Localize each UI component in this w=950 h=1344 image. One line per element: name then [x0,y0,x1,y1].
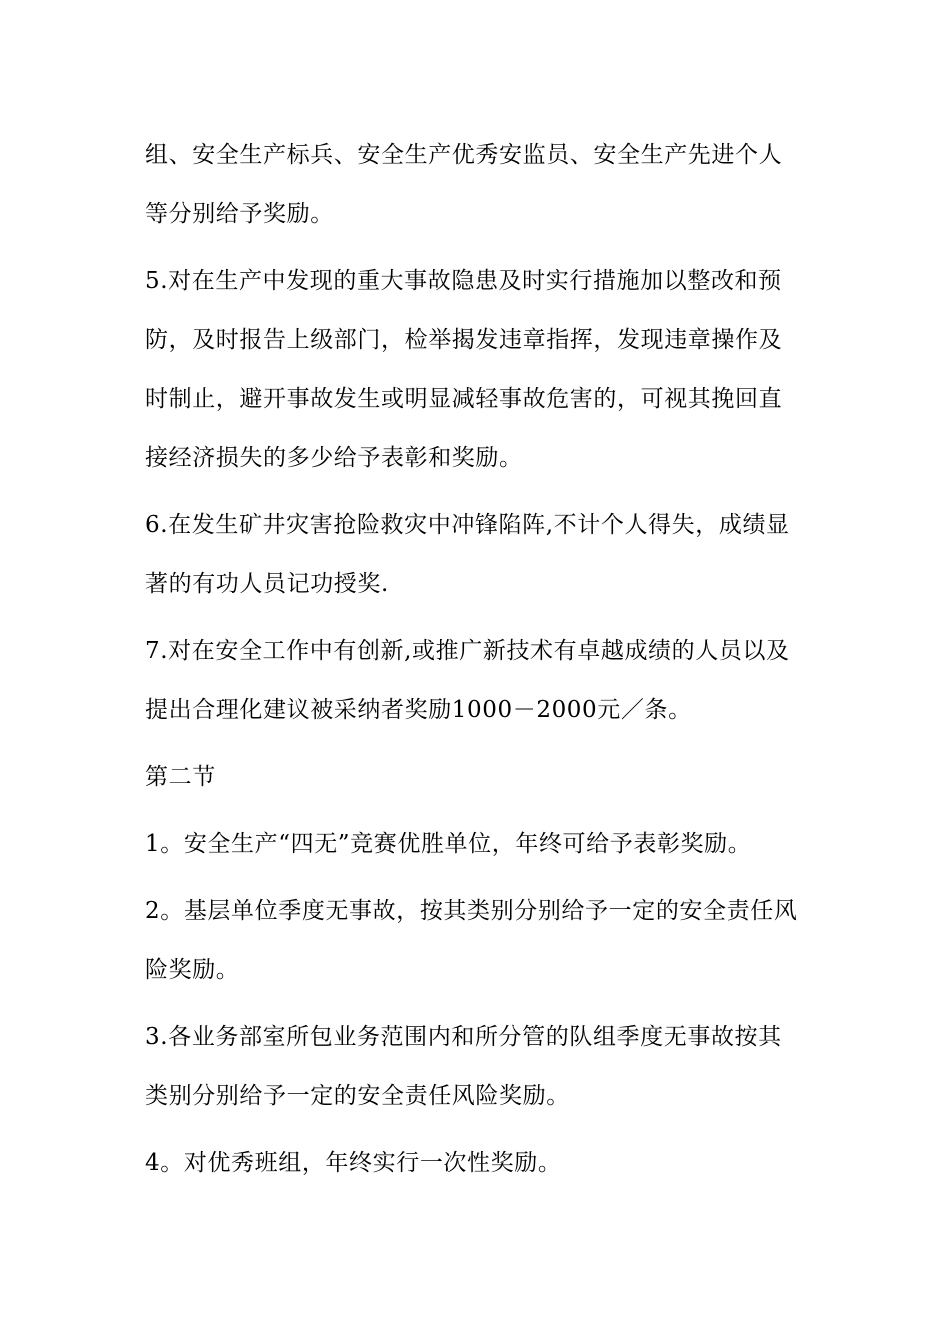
paragraph-award-list-continued [145,126,810,244]
text-line: 1。安全生产“四无”竞赛优胜单位，年终可给予表彰奖励。 [145,831,752,857]
text-line: 著的有功人员记功授奖. [145,571,389,597]
text-line: 5.对在生产中发现的重大事故隐患及时实行措施加以整改和预 [145,268,782,294]
text-line: 提出合理化建议被采纳者奖励1000－2000元／条。 [145,697,692,723]
text-line: 3.各业务部室所包业务范围内和所分管的队组季度无事故按其 [145,1024,782,1050]
text-line: 2。基层单位季度无事故，按其类别分别给予一定的安全责任风 [145,898,798,924]
text-line: 4。对优秀班组，年终实行一次性奖励。 [145,1150,562,1176]
text-line: 时制止，避开事故发生或明显减轻事故危害的，可视其挽回直 [145,386,783,412]
text-line: 7.对在安全工作中有创新,或推广新技术有卓越成绩的人员以及 [145,638,790,664]
paragraph-section2-item-3 [145,1008,810,1126]
section-heading [145,748,810,807]
text-line: 防，及时报告上级部门，检举揭发违章指挥，发现违章操作及 [145,327,783,353]
text-line: 6.在发生矿井灾害抢险救灾中冲锋陷阵,不计个人得失，成绩显 [145,512,790,538]
paragraph-item-6 [145,496,810,614]
paragraph-section2-item-2 [145,882,810,1000]
text-line: 组、安全生产标兵、安全生产优秀安监员、安全生产先进个人 [145,142,783,168]
text-line: 险奖励。 [145,957,240,983]
paragraph-section2-item-4 [145,1134,810,1193]
text-line: 类别分别给予一定的安全责任风险奖励。 [145,1083,570,1109]
text-line: 接经济损失的多少给予表彰和奖励。 [145,445,523,471]
paragraph-item-5 [145,252,810,488]
text-line: 第二节 [145,764,216,790]
document-body [145,126,810,1201]
text-line: 等分别给予奖励。 [145,201,334,227]
paragraph-item-7 [145,622,810,740]
paragraph-section2-item-1 [145,815,810,874]
